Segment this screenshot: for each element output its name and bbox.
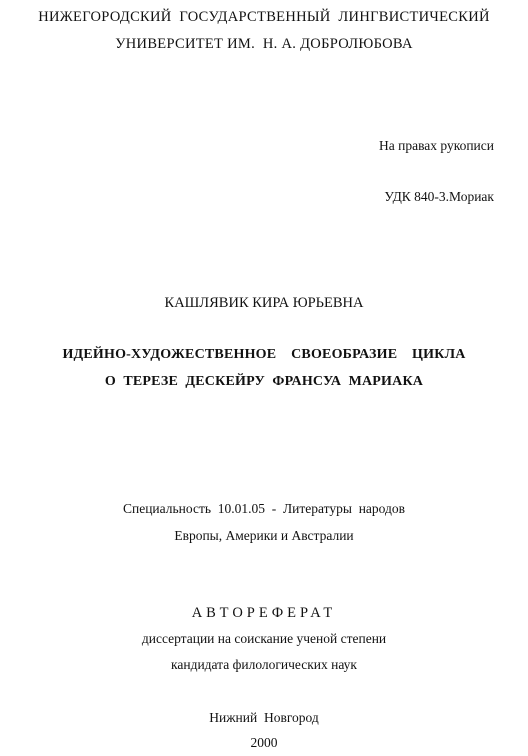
specialty-line2: Европы, Америки и Австралии	[174, 528, 354, 543]
year: 2000	[250, 735, 278, 750]
university-name-line1: НИЖЕГОРОДСКИЙ ГОСУДАРСТВЕННЫЙ ЛИНГВИСТИЧЕСКИЙ	[38, 9, 490, 25]
abstract-description-line1: диссертации на соискание ученой степени	[141, 631, 387, 646]
rights-notice: На правах рукописи	[378, 138, 494, 153]
specialty-line1: Специальность 10.01.05 - Литературы народов	[122, 501, 406, 516]
university-name-line2: УНИВЕРСИТЕТ ИМ. Н. А. ДОБРОЛЮБОВА	[115, 36, 413, 52]
dissertation-title-line2: О ТЕРЕЗЕ ДЕСКЕЙРУ ФРАНСУА МАРИАКА	[104, 374, 424, 389]
dissertation-title-line1: ИДЕЙНО-ХУДОЖЕСТВЕННОЕ СВОЕОБРАЗИЕ ЦИКЛА	[62, 347, 466, 362]
udk-code: УДК 840-3.Мориак	[384, 189, 494, 204]
city: Нижний Новгород	[209, 710, 319, 725]
abstract-description-line2: кандидата филологических наук	[171, 657, 357, 672]
author-name: КАШЛЯВИК КИРА ЮРЬЕВНА	[164, 295, 364, 311]
abstract-heading: АВТОРЕФЕРАТ	[191, 605, 337, 621]
